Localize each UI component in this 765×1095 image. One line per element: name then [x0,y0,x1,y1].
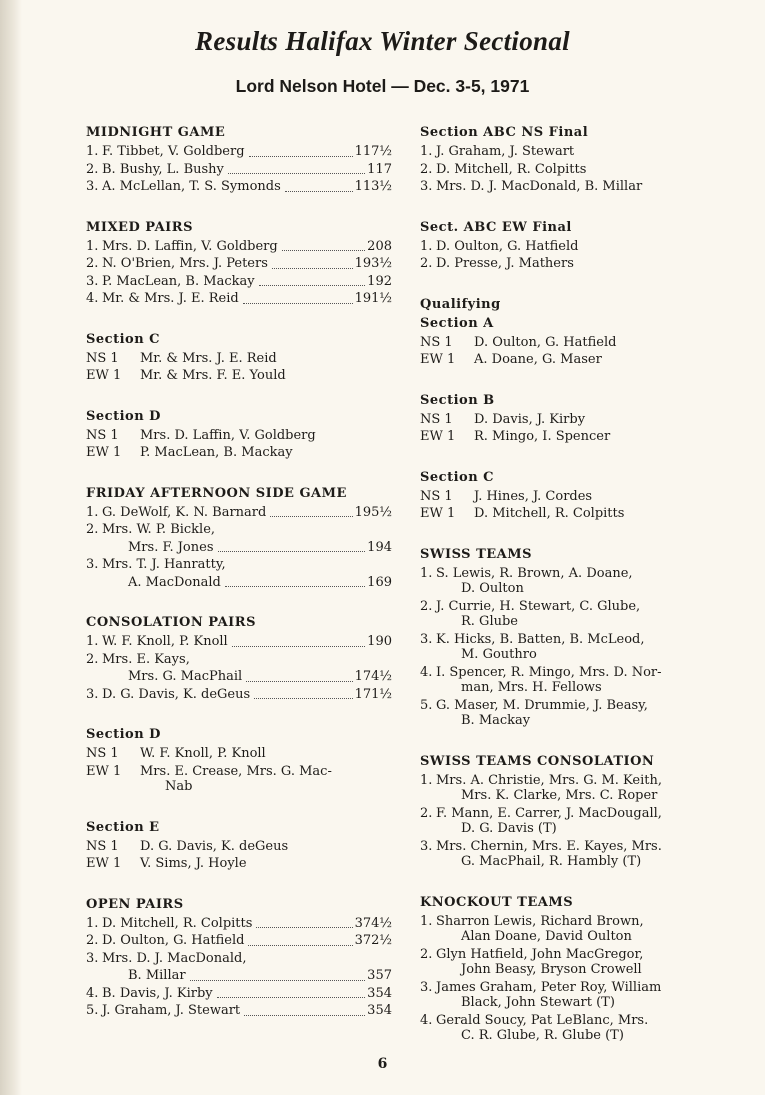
page-binding-shadow [0,0,22,1095]
entry-names [436,914,712,945]
result-entry [420,947,712,978]
entry-names: D. Mitchell, R. Colpitts [436,161,587,177]
entry-names-line: Mr. & Mrs. F. E. Yould [140,368,286,383]
entry-score: 372½ [354,933,392,948]
entry-direction: NS 1 [86,427,119,443]
entry-direction: EW 1 [420,352,456,367]
entry-names [436,698,712,729]
dot-leader [217,997,366,998]
entry-rank: 3. [420,179,433,194]
open-pairs-title: OPEN PAIRS [86,896,184,912]
result-entry [420,256,712,272]
result-entry [86,652,392,668]
entry-names-line: K. Hicks, B. Batten, B. McLeod, [436,631,645,647]
section-d-title: Section D [86,408,161,424]
result-entry-continued [86,540,392,556]
entry-names-line: James Graham, Peter Roy, William [436,979,662,995]
entry-names: D. G. Davis, K. deGeus [102,686,251,702]
entry-rank: 2. [420,161,433,177]
entry-names-line: A. Doane, G. Maser [474,352,602,367]
dot-leader [190,980,366,981]
section-d-consolation-section [86,726,392,795]
page-subtitle: Lord Nelson Hotel — Dec. 3-5, 1971 [235,76,530,96]
entry-names-line: G. MacPhail, R. Hambly (T) [461,854,642,869]
page-title: Results Halifax Winter Sectional [195,26,570,56]
dot-leader [232,646,365,647]
entry-names-line: R. Glube [461,614,518,629]
entry-names: Mrs. D. J. MacDonald, B. Millar [436,179,643,194]
qualifying-section-c-title: Section C [420,469,495,485]
result-entry [86,505,392,521]
entry-score: 208 [367,238,392,254]
entry-names: J. Graham, J. Stewart [102,1003,241,1018]
entry-names [436,839,712,870]
entry-names: G. DeWolf, K. N. Barnard [102,504,267,520]
result-entry [420,1013,712,1044]
entry-rank: 4. [86,291,99,306]
entry-rank: 1. [86,915,99,931]
entry-score: 190 [367,634,392,649]
dot-leader [254,698,352,699]
entry-names: J. Graham, J. Stewart [436,144,575,159]
entry-names-line: Black, John Stewart (T) [461,995,615,1010]
entry-names-line: Alan Doane, David Oulton [461,929,632,944]
entry-direction: NS 1 [86,838,119,854]
entry-rank: 3. [420,631,433,647]
entry-names: B. Bushy, L. Bushy [102,161,224,177]
entry-names-line: Mr. & Mrs. J. E. Reid [140,350,277,366]
entry-names-line: M. Gouthro [461,647,537,662]
section-winner-entry [86,839,392,855]
section-winner-entry [86,368,392,384]
entry-names-line: P. MacLean, B. Mackay [140,445,293,460]
entry-names-line: Mrs. K. Clarke, Mrs. C. Roper [461,788,658,803]
qualifying-section-c-section [420,469,712,522]
entry-score: 174½ [354,669,392,684]
entry-names-line: J. Hines, J. Cordes [474,488,593,504]
entry-score: 192 [367,273,392,289]
dot-leader [248,945,352,946]
mixed-pairs-section [86,219,392,307]
result-entry [420,914,712,945]
dot-leader [282,250,365,251]
result-entry [420,144,712,160]
result-entry [86,239,392,255]
mixed-pairs-title: MIXED PAIRS [86,219,193,235]
section-winner-entry [420,412,712,428]
friday-side-game-title: FRIDAY AFTERNOON SIDE GAME [86,485,347,501]
entry-rank: 2. [86,161,99,177]
entry-names [436,599,712,630]
swiss-teams-consolation-section [420,753,712,870]
result-entry [86,1003,392,1019]
consolation-pairs-title: CONSOLATION PAIRS [86,615,256,630]
dot-leader [225,586,365,587]
entry-names: A. McLellan, T. S. Symonds [102,179,281,194]
dot-leader [272,268,353,269]
result-entry [86,162,392,178]
entry-rank: 3. [86,686,99,702]
section-winner-entry [420,489,712,505]
knockout-teams-title: KNOCKOUT TEAMS [420,894,574,910]
entry-names [140,368,392,384]
result-entry [86,274,392,290]
entry-names: F. Tibbet, V. Goldberg [102,144,245,159]
entry-names [474,489,712,505]
entry-rank: 3. [86,557,99,572]
result-entry [86,256,392,272]
entry-score: 169 [367,574,392,590]
section-winner-entry [420,506,712,522]
entry-names [140,764,392,795]
entry-names [474,335,712,351]
result-entry [420,773,712,804]
entry-score: 354 [367,1003,392,1018]
entry-names: Mr. & Mrs. J. E. Reid [102,291,239,306]
entry-direction: EW 1 [420,506,456,521]
entry-names [140,746,392,762]
entry-names-line: D. Mitchell, R. Colpitts [474,506,625,521]
entry-names-line: B. Millar [128,968,186,983]
entry-rank: 5. [420,697,433,713]
entry-names [140,856,392,872]
entry-rank: 1. [420,144,433,159]
entry-score: 354 [367,985,392,1001]
entry-names [474,506,712,522]
entry-rank: 4. [86,985,99,1001]
section-c-title: Section C [86,331,161,347]
entry-rank: 2. [86,933,99,948]
entry-names-line: Gerald Soucy, Pat LeBlanc, Mrs. [436,1012,649,1028]
entry-score: 195½ [354,504,392,520]
entry-names-line: V. Sims, J. Hoyle [140,856,247,871]
result-entry [420,162,712,178]
abc-ns-final-title: Section ABC NS Final [420,125,589,140]
result-entry-continued [86,669,392,685]
result-entry [86,634,392,650]
midnight-game-section [86,124,392,195]
section-winner-entry [86,428,392,444]
section-winner-entry [86,764,392,795]
entry-names-line: D. Oulton, G. Hatfield [474,334,617,350]
entry-names-line: Mrs. Chernin, Mrs. E. Kayes, Mrs. [436,838,662,854]
friday-side-game-section [86,485,392,591]
entry-names-line: F. Mann, E. Carrer, J. MacDougall, [436,805,662,821]
result-entry [420,599,712,630]
result-entry [86,933,392,949]
entry-names: N. O'Brien, Mrs. J. Peters [102,256,268,271]
entry-names: D. Oulton, G. Hatfield [436,238,579,254]
section-d-consolation-title: Section D [86,727,161,742]
abc-ew-final-title: Sect. ABC EW Final [420,219,572,235]
entry-names-line: Mrs. A. Christie, Mrs. G. M. Keith, [436,772,662,788]
entry-score: 113½ [354,179,392,194]
abc-ew-final-section [420,219,712,272]
dot-leader [244,1015,365,1016]
entry-names [140,351,392,367]
swiss-teams-title: SWISS TEAMS [420,546,533,562]
entry-names [140,839,392,855]
entry-rank: 1. [420,238,433,254]
open-pairs-section [86,896,392,1019]
entry-score: 117 [367,161,392,177]
entry-names [436,665,712,696]
entry-names-line: D. Oulton [461,581,524,596]
result-entry [420,632,712,663]
result-entry [86,144,392,160]
result-entry [86,986,392,1002]
entry-direction: NS 1 [86,746,119,761]
entry-names-line: A. MacDonald [128,574,221,590]
entry-names: Mrs. D. Laffin, V. Goldberg [102,238,278,254]
entry-names-line: Mrs. D. J. MacDonald, [102,950,247,966]
qualifying-title: Qualifying [420,296,501,312]
entry-rank: 3. [86,950,99,966]
entry-direction: EW 1 [86,856,122,871]
entry-rank: 1. [420,772,433,788]
entry-rank: 2. [86,651,99,667]
section-winner-entry [86,856,392,872]
entry-names-line: man, Mrs. H. Fellows [461,680,602,695]
result-entry [86,291,392,307]
result-entry [420,665,712,696]
entry-names [436,806,712,837]
left-column [86,124,392,1043]
entry-names-line: G. Maser, M. Drummie, J. Beasy, [436,697,648,713]
section-winner-entry [420,429,712,445]
entry-names-line: Mrs. F. Jones [128,539,214,555]
entry-names-line: Mrs. T. J. Hanratty, [102,557,226,572]
entry-names [436,947,712,978]
entry-direction: EW 1 [86,368,122,383]
entry-names [436,773,712,804]
entry-names-line: Sharron Lewis, Richard Brown, [436,913,644,929]
entry-names: P. MacLean, B. Mackay [102,273,255,289]
dot-leader [285,191,353,192]
dot-leader [256,927,352,928]
entry-names [436,1013,712,1044]
consolation-pairs-section [86,614,392,702]
right-column [420,124,712,1068]
result-entry-continued [86,968,392,984]
entry-names-line: J. Currie, H. Stewart, C. Glube, [436,598,641,614]
result-entry [420,179,712,195]
entry-names-line: Mrs. D. Laffin, V. Goldberg [140,427,316,443]
entry-rank: 2. [420,256,433,271]
entry-direction: NS 1 [86,350,119,366]
entry-names [436,980,712,1011]
result-entry [86,179,392,195]
entry-rank: 1. [420,565,433,581]
section-winner-entry [86,746,392,762]
entry-score: 194 [367,539,392,555]
entry-direction: NS 1 [420,334,453,350]
entry-names-line: S. Lewis, R. Brown, A. Doane, [436,565,633,581]
qualifying-section-b-title: Section B [420,392,495,408]
entry-score: 193½ [354,256,392,271]
entry-names: B. Davis, J. Kirby [102,985,213,1001]
result-entry [420,806,712,837]
entry-names [474,429,712,445]
result-entry [86,522,392,538]
entry-names: D. Mitchell, R. Colpitts [102,915,253,931]
entry-names [474,352,712,368]
dot-leader [259,285,366,286]
entry-score: 374½ [354,915,392,931]
entry-names-line: John Beasy, Bryson Crowell [461,962,642,977]
section-winner-entry [86,445,392,461]
entry-rank: 2. [420,598,433,614]
section-c-section [86,331,392,384]
result-entry [86,951,392,967]
entry-names-line: W. F. Knoll, P. Knoll [140,746,266,761]
entry-rank: 4. [420,1012,433,1028]
entry-score: 117½ [354,144,392,159]
entry-direction: NS 1 [420,411,453,427]
entry-score: 191½ [354,291,392,306]
swiss-teams-consolation-title: SWISS TEAMS CONSOLATION [420,753,655,769]
entry-names: D. Presse, J. Mathers [436,256,574,271]
result-entry [420,239,712,255]
result-entry [86,916,392,932]
entry-rank: 2. [420,805,433,821]
entry-names: D. Oulton, G. Hatfield [102,933,245,948]
result-entry-continued [86,575,392,591]
entry-rank: 1. [86,504,99,520]
result-entry [420,980,712,1011]
result-entry [86,557,392,573]
swiss-teams-section [420,546,712,729]
result-entry [420,698,712,729]
qualifying-section-a-section [420,315,712,368]
entry-names-line: D. Davis, J. Kirby [474,411,586,427]
entry-rank: 3. [86,179,99,194]
entry-rank: 1. [86,634,99,649]
entry-names-line: I. Spencer, R. Mingo, Mrs. D. Nor- [436,664,662,680]
entry-score: 357 [367,968,392,983]
section-e-title: Section E [86,819,160,835]
dot-leader [243,303,353,304]
entry-rank: 5. [86,1003,99,1018]
section-e-section [86,819,392,872]
entry-names-line: Mrs. E. Kays, [102,651,190,667]
knockout-teams-section [420,894,712,1044]
entry-rank: 2. [86,256,99,271]
midnight-game-title: MIDNIGHT GAME [86,125,226,140]
dot-leader [246,681,352,682]
entry-direction: NS 1 [420,488,453,504]
section-winner-entry [86,351,392,367]
entry-names-line: C. R. Glube, R. Glube (T) [461,1028,624,1043]
entry-names [140,428,392,444]
entry-score: 171½ [354,686,392,702]
qualifying-section-b-section [420,392,712,445]
entry-names-line: Mrs. W. P. Bickle, [102,522,216,537]
entry-names-line: R. Mingo, I. Spencer [474,429,611,444]
entry-names [140,445,392,461]
dot-leader [270,516,352,517]
entry-rank: 1. [86,238,99,254]
entry-names-line: B. Mackay [461,713,531,728]
dot-leader [249,156,353,157]
page-number: 6 [377,1056,388,1072]
qualifying-section-a-title: Section A [420,315,494,331]
section-winner-entry [420,352,712,368]
entry-rank: 3. [420,838,433,854]
entry-rank: 2. [86,522,99,537]
result-entry [420,566,712,597]
entry-names [436,632,712,663]
entry-names [436,566,712,597]
dot-leader [228,173,365,174]
section-winner-entry [420,335,712,351]
entry-names: W. F. Knoll, P. Knoll [102,634,228,649]
abc-ns-final-section [420,124,712,195]
entry-names-line: Mrs. G. MacPhail [128,669,243,684]
entry-direction: EW 1 [420,429,456,444]
entry-names-line: D. G. Davis, K. deGeus [140,838,289,854]
result-entry [420,839,712,870]
entry-rank: 1. [86,144,99,159]
entry-rank: 2. [420,946,433,962]
result-entry [86,687,392,703]
entry-rank: 1. [420,913,433,929]
entry-direction: EW 1 [86,445,122,460]
entry-rank: 3. [86,273,99,289]
entry-names-line: Glyn Hatfield, John MacGregor, [436,946,644,962]
section-d-section [86,408,392,461]
dot-leader [218,551,366,552]
entry-names-line: Mrs. E. Crease, Mrs. G. Mac- [140,763,332,779]
entry-names-line: Nab [165,779,193,794]
entry-rank: 4. [420,664,433,680]
entry-direction: EW 1 [86,763,122,779]
entry-rank: 3. [420,979,433,995]
entry-names-line: D. G. Davis (T) [461,821,557,836]
entry-names [474,412,712,428]
